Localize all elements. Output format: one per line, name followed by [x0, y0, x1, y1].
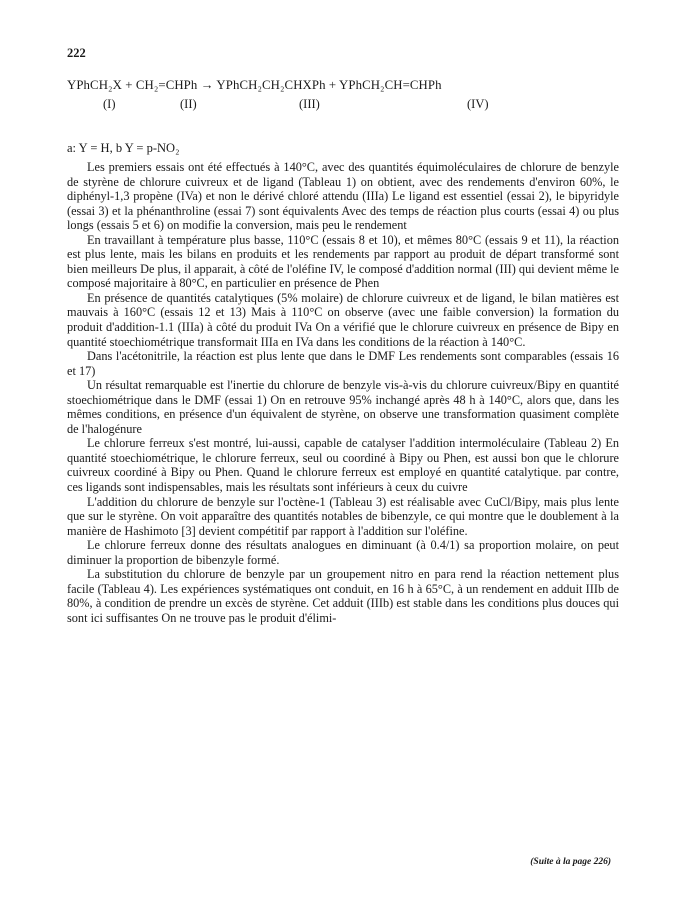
compound-label-4: (IV)	[467, 97, 489, 111]
reaction-equation: YPhCH₂X + CH₂=CHPh → YPhCH₂CH₂CHXPh + YPhCH₂CH=CHPh	[67, 78, 442, 92]
substituent-definitions: a: Y = H, b Y = p-NO₂	[67, 141, 180, 155]
compound-label-1: (I)	[103, 97, 116, 111]
body-text	[67, 160, 619, 626]
paragraph: L'addition du chlorure de benzyle sur l'octène-1 (Tableau 3) est réalisable avec CuCl/Bipy, mais plus lente que sur le styrène. On voit apparaître des quantités notables de bibenzyle, ce qui montre que le doublement à la manière de Hashimoto [3] devient compétitif par rapport à l'addition sur l'oléfine.	[67, 494, 619, 538]
paragraph: Un résultat remarquable est l'inertie du chlorure de benzyle vis-à-vis du chlorure cuivreux/Bipy en quantité stoechiométrique dans le DMF (essai 1) On en retrouve 95% inchangé après 48 h à 140°C, alors que, dans les mêmes conditions, en présence d'un équivalent de styrène, on observe une transformation quasiment complète de l'halogénure	[67, 378, 619, 436]
paragraph: Dans l'acétonitrile, la réaction est plus lente que dans le DMF Les rendements sont comparables (essais 16 et 17)	[67, 349, 619, 378]
paragraph: Le chlorure ferreux s'est montré, lui-aussi, capable de catalyser l'addition intermoléculaire (Tableau 2) En quantité stoechiométrique, le chlorure ferreux, seul ou coordiné à Bipy ou Phen, est aussi bon que le chlorure cuivreux coordiné à Bipy ou Phen. Quand le chlorure ferreux est employé en quantité catalytique. par contre, ces ligands sont indispensables, mais les résultats sont inférieurs à ceux du cuivre	[67, 436, 619, 495]
compound-label-2: (II)	[180, 97, 197, 111]
paragraph: En présence de quantités catalytiques (5% molaire) de chlorure cuivreux et de ligand, le bilan matières est mauvais à 160°C (essais 12 et 13) Mais à 110°C on observe (avec une faible conversion) la formation du produit d'addition-1.1 (IIIa) à côté du produit IVa On a vérifié que le chlorure cuivreux en présence de Bipy en quantité stoechiométrique transformait IIIa en IVa dans les conditions de la réaction à 140°C.	[67, 290, 619, 349]
reaction-scheme	[67, 78, 627, 115]
paragraph: La substitution du chlorure de benzyle par un groupement nitro en para rend la réaction nettement plus facile (Tableau 4). Les expériences systématiques ont conduit, en 16 h à 65°C, à un rendement en adduit IIIb de 80%, à condition de prendre un excès de styrène. Cet adduit (IIIb) est stable dans les conditions plus douces qui sont ici suffisantes On ne trouve pas le produit d'élimi-	[67, 567, 619, 625]
compound-labels	[67, 97, 627, 115]
page-number: 222	[67, 46, 86, 60]
paragraph: Le chlorure ferreux donne des résultats analogues en diminuant (à 0.4/1) sa proportion molaire, on peut diminuer la proportion de bibenzyle formé.	[67, 538, 619, 567]
paragraph: En travaillant à température plus basse, 110°C (essais 8 et 10), et mêmes 80°C (essais 9 et 11), la réaction est plus lente, mais les bilans en produits et les rendements par rapport au produit de départ transformé sont bien meilleurs De plus, il apparait, à côté de l'oléfine IV, le composé d'addition normal (III) qui devient même le composé majoritaire à 80°C, en particulier en présence de Phen	[67, 232, 619, 291]
paragraph: Les premiers essais ont été effectués à 140°C, avec des quantités équimoléculaires de chlorure de benzyle de styrène de chlorure cuivreux et de ligand (Tableau 1) on obtient, avec des rendements d'environ 60%, le diphényl-1,3 propène (IVa) et non le dérivé chloré attendu (IIIa) Le ligand est essentiel (essai 2), le bipyridyle (essai 3) et la phénanthroline (essai 7) sont équivalents Avec des temps de réaction plus courts (essai 4) ou plus longs (essais 5 et 6) on modifie la conversion, mais peu le rendement	[67, 160, 619, 233]
compound-label-3: (III)	[299, 97, 320, 111]
continuation-note: (Suite à la page 226)	[530, 857, 611, 867]
